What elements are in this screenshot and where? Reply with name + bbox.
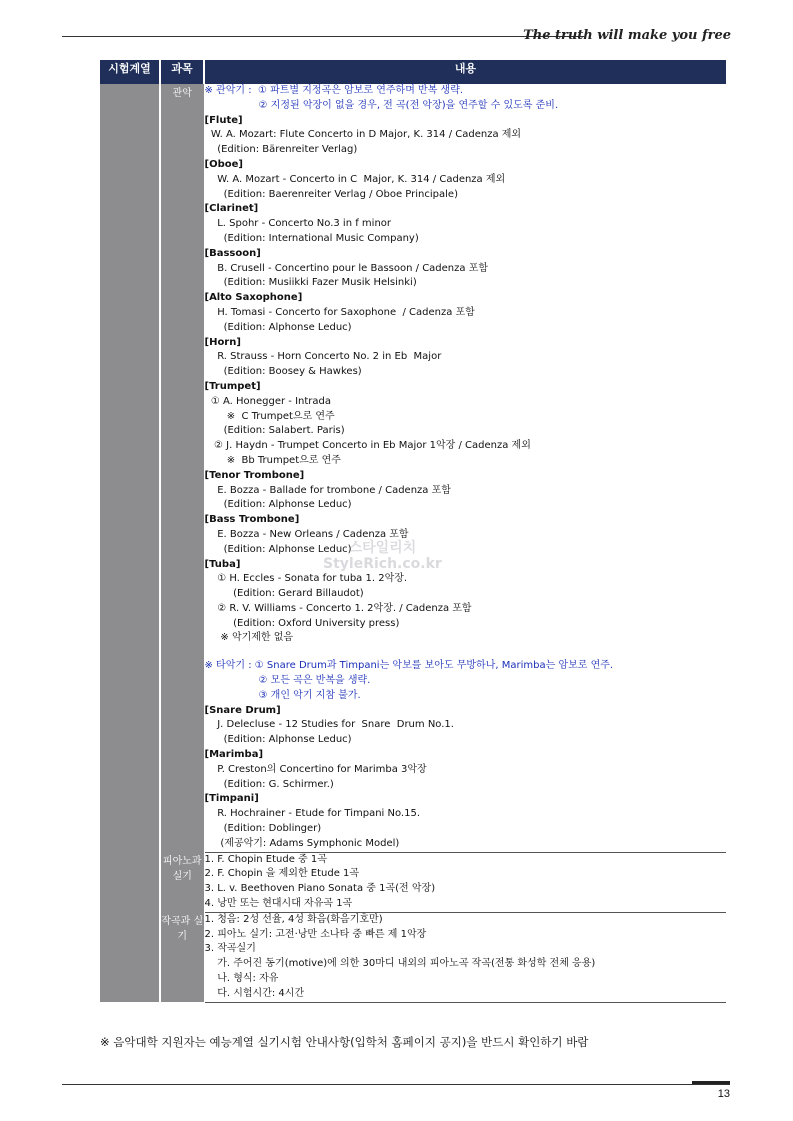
footer-mark [692,1081,730,1084]
content-line: 3. L. v. Beethoven Piano Sonata 중 1곡(전 악장) [204,883,436,895]
content-line: E. Bozza - Ballade for trombone / Cadenza 포함 [204,484,451,496]
content-line: ② 모든 곡은 반복을 생략. [204,675,371,687]
content-line: ※ 악기제한 없음 [204,632,294,644]
content-line: (Edition: International Music Company) [204,232,419,244]
content-line: ② J. Haydn - Trumpet Concerto in Eb Major 1악장 / Cadenza 제외 [204,440,531,452]
content-line: ※ C Trumpet으로 연주 [204,410,335,422]
footnote: ※ 음악대학 지원자는 예능계열 실기시험 안내사항(입학처 홈페이지 공지)을 반드시 확인하기 바람 [100,1035,589,1049]
header-tagline: The truth will make you free [523,28,731,43]
section-heading: [Alto Saxophone] [204,292,303,304]
content-line: ※ 타악기 : ① Snare Drum과 Timpani는 악보를 보아도 무방하나, Marimba는 암보로 연주. [204,660,614,672]
content-line: ※ 관악기 : ① 파트별 지정곡은 암보로 연주하며 반복 생략. [204,85,464,96]
col-header-content: 내용 [204,60,726,84]
content-line: W. A. Mozart: Flute Concerto in D Major, K. 314 / Cadenza 제외 [204,129,522,141]
content-line: (Edition: Salabert. Paris) [204,425,345,437]
content-line: L. Spohr - Concerto No.3 in f minor [204,218,392,230]
content-line: (Edition: Gerard Billaudot) [204,588,364,600]
content-line: 3. 작곡실기 [204,943,256,955]
content-line: P. Creston의 Concertino for Marimba 3악장 [204,763,427,775]
content-line: (Edition: Alphonse Leduc) [204,543,352,555]
content-line: B. Crusell - Concertino pour le Bassoon / Cadenza 포함 [204,262,489,274]
content-line: E. Bozza - New Orleans / Cadenza 포함 [204,528,409,540]
content-line: ① H. Eccles - Sonata for tuba 1. 2악장. [204,573,408,585]
content-line: 2. F. Chopin 을 제외한 Etude 1곡 [204,868,360,880]
content-line: (Edition: Alphonse Leduc) [204,734,352,746]
content-line: ① A. Honegger - Intrada [204,395,331,407]
content-cell [204,84,726,852]
content-line: H. Tomasi - Concerto for Saxophone / Cadenza 포함 [204,306,475,318]
section-heading: [Tuba] [204,558,241,570]
content-line: (Edition: Doblinger) [204,823,322,835]
col-header-subject: 과목 [160,60,204,84]
content-line: (Edition: Musiikki Fazer Musik Helsinki) [204,277,417,289]
section-heading: [Horn] [204,336,241,348]
content-line: 2. 피아노 실기: 고전·낭만 소나타 중 빠른 제 1악장 [204,928,427,940]
section-heading: [Flute] [204,114,243,126]
content-line: (Edition: Boosey & Hawkes) [204,366,362,378]
watermark-line2: StyleRich.co.kr [323,556,442,572]
content-line: ※ Bb Trumpet으로 연주 [204,454,341,466]
page-number: 13 [717,1088,730,1100]
content-line: (제공악기: Adams Symphonic Model) [204,837,400,849]
subject-cell: 작곡과 실기 [160,912,204,1002]
content-cell [204,912,726,1002]
content-line: ③ 개인 악기 지참 불가. [204,689,361,701]
footer-rule [62,1084,730,1085]
section-heading: [Trumpet] [204,380,261,392]
section-heading: [Bass Trombone] [204,514,300,526]
content-line: 가. 주어진 동기(motive)에 의한 30마디 내외의 피아노곡 작곡(전통 화성학 전체 응용) [204,958,596,970]
content-line: 나. 형식: 자유 [204,973,279,985]
content-line: 1. F. Chopin Etude 중 1곡 [204,853,327,865]
content-line: 4. 낭만 또는 현대시대 자유곡 1곡 [204,898,353,910]
content-line: (Edition: Alphonse Leduc) [204,499,352,511]
content-line: (Edition: Oxford University press) [204,617,400,629]
category-cell [100,84,160,1002]
section-heading: [Snare Drum] [204,704,281,716]
section-heading: [Timpani] [204,793,259,805]
col-header-category: 시험계열 [100,60,160,84]
section-heading: [Oboe] [204,158,243,170]
content-line: (Edition: G. Schirmer.) [204,778,334,790]
table-row [100,852,726,912]
section-heading: [Bassoon] [204,247,261,259]
content-line: (Edition: Alphonse Leduc) [204,321,352,333]
exam-table [100,60,726,1003]
content-line: 다. 시험시간: 4시간 [204,987,305,999]
table-row [100,84,726,852]
table-header-row [100,60,726,84]
content-line: W. A. Mozart - Concerto in C Major, K. 314 / Cadenza 제외 [204,173,506,185]
header-rule [62,36,584,37]
content-line: R. Strauss - Horn Concerto No. 2 in Eb Major [204,351,442,363]
content-line: R. Hochrainer - Etude for Timpani No.15. [204,808,421,820]
subject-cell: 관악 [160,84,204,852]
section-heading: [Marimba] [204,749,264,761]
content-cell [204,852,726,912]
section-heading: [Clarinet] [204,203,259,215]
content-line: J. Delecluse - 12 Studies for Snare Drum No.1. [204,719,454,731]
section-heading: [Tenor Trombone] [204,469,305,481]
content-line: ② R. V. Williams - Concerto 1. 2악장. / Cadenza 포함 [204,602,472,614]
content-line: (Edition: Bärenreiter Verlag) [204,144,358,156]
table-row [100,912,726,1002]
content-line: 1. 청음: 2성 선율, 4성 화음(화음기호만) [204,913,383,925]
watermark-line1: 스타일리치 [348,540,417,556]
content-line: ② 지정된 악장이 없을 경우, 전 곡(전 악장)을 연주할 수 있도록 준비. [204,99,559,111]
subject-cell: 피아노과 실기 [160,852,204,912]
content-line: (Edition: Baerenreiter Verlag / Oboe Principale) [204,188,458,200]
content-line [205,646,727,659]
watermark [323,540,442,572]
